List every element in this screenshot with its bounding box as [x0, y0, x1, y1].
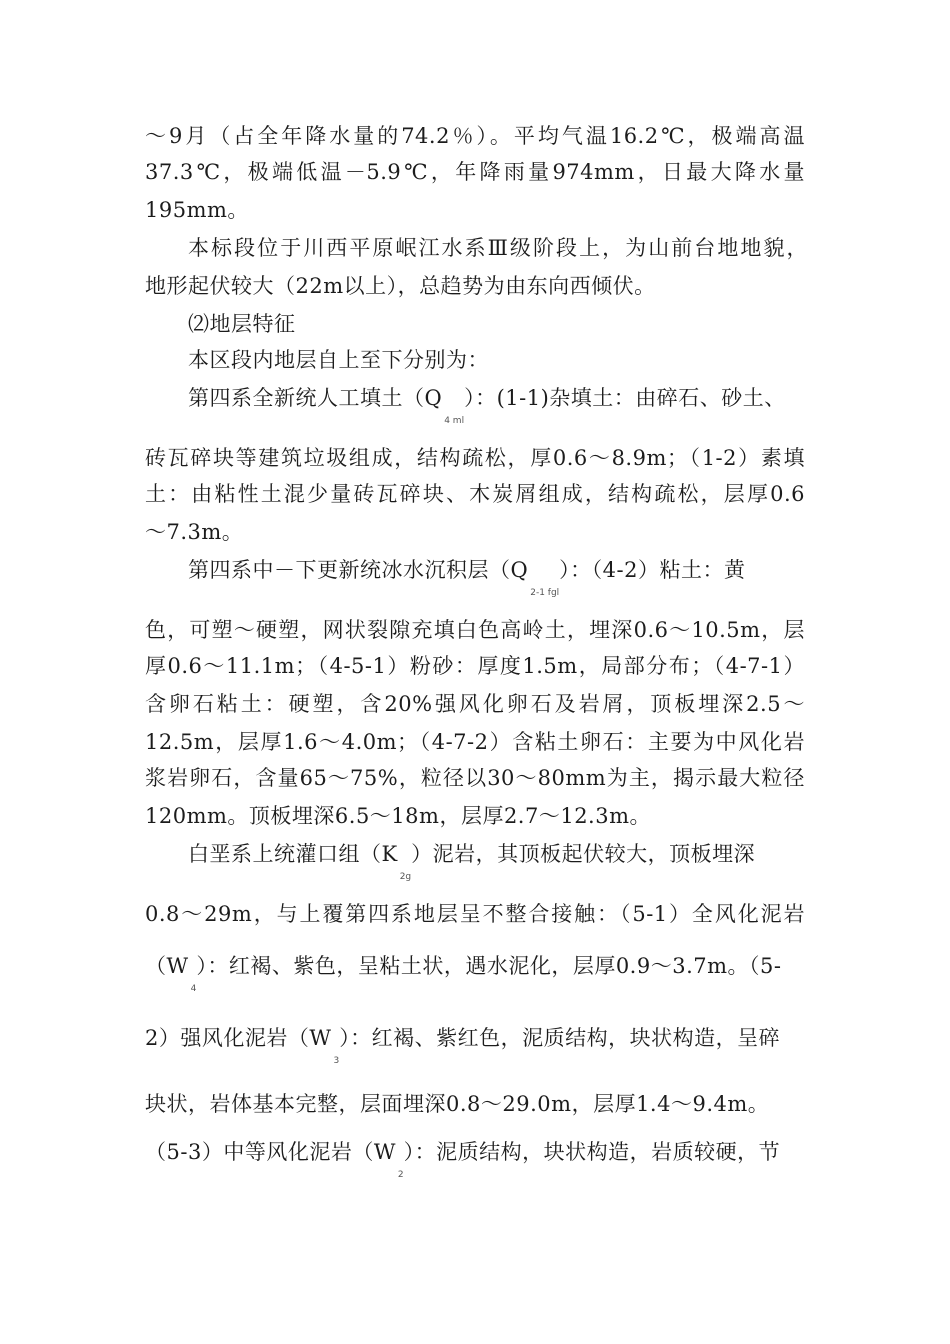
- line-text: ）：泥质结构，块状构造，岩质较硬，节: [403, 1140, 781, 1164]
- text-line: 12.5m，层厚1.6～4.0m；（4-7-2）含粘土卵石：主要为中风化岩: [145, 730, 805, 754]
- text-line: 本区段内地层自上至下分别为：: [188, 348, 489, 372]
- text-line-with-subscript: [145, 1138, 781, 1180]
- line-text: 第四系全新统人工填土（Q: [188, 386, 443, 410]
- text-line-with-subscript: [145, 952, 782, 994]
- line-text: （W: [145, 954, 189, 978]
- text-line: 土：由粘性土混少量砖瓦碎块、木炭屑组成，结构疏松，层厚0.6: [145, 482, 805, 506]
- section-heading: ⑵地层特征: [188, 312, 296, 336]
- text-line: 0.8～29m，与上覆第四系地层呈不整合接触：（5-1）全风化泥岩: [145, 902, 805, 926]
- subscript: 4 ml: [444, 416, 465, 426]
- text-line-with-subscript: [188, 384, 786, 426]
- text-line: ～9月（占全年降水量的74.2％）。平均气温16.2℃，极端高温: [145, 124, 805, 148]
- text-line: 块状，岩体基本完整，层面埋深0.8～29.0m，层厚1.4～9.4m。: [145, 1092, 770, 1116]
- subscript: 2g: [399, 872, 412, 882]
- line-text: ）：（4-2）粘土：黄: [559, 558, 746, 582]
- line-text: ）：红褐、紫红色，泥质结构，块状构造，呈碎: [339, 1026, 781, 1050]
- text-line: 含卵石粘土：硬塑，含20%强风化卵石及岩屑，顶板埋深2.5～: [145, 692, 805, 716]
- text-line: 色，可塑～硬塑，网状裂隙充填白色高岭土，埋深0.6～10.5m，层: [145, 618, 805, 642]
- subscript: 2-1 fgl: [530, 588, 560, 598]
- subscript: 4: [190, 984, 197, 994]
- text-line: ～7.3m。: [145, 520, 244, 544]
- subscript: 2: [397, 1170, 404, 1180]
- line-text: 白垩系上统灌口组（K: [188, 842, 398, 866]
- line-text: （5-3）中等风化泥岩（W: [145, 1140, 396, 1164]
- text-line: 地形起伏较大（22m以上），总趋势为由东向西倾伏。: [145, 274, 656, 298]
- text-line-with-subscript: [145, 1024, 781, 1066]
- text-line: 195mm。: [145, 198, 249, 222]
- subscript: 3: [333, 1056, 340, 1066]
- text-line: 厚0.6～11.1m；（4-5-1）粉砂：厚度1.5m，局部分布；（4-7-1）: [145, 654, 805, 678]
- text-line: 本标段位于川西平原岷江水系Ⅲ级阶段上，为山前台地地貌，: [188, 236, 808, 260]
- line-text: ）：红褐、紫色，呈粘土状，遇水泥化，层厚0.9～3.7m。（5-: [196, 954, 782, 978]
- line-text: ）：(1-1)杂填土：由碎石、砂土、: [464, 386, 786, 410]
- text-line: 砖瓦碎块等建筑垃圾组成，结构疏松，厚0.6～8.9m；（1-2）素填: [145, 446, 805, 470]
- line-text: 第四系中－下更新统冰水沉积层（Q: [188, 558, 529, 582]
- text-line-with-subscript: [188, 556, 746, 598]
- text-line: 37.3℃，极端低温－5.9℃，年降雨量974mm，日最大降水量: [145, 160, 805, 184]
- text-line: 浆岩卵石，含量65～75%，粒径以30～80mm为主，揭示最大粒径: [145, 766, 805, 790]
- line-text: ）泥岩，其顶板起伏较大，顶板埋深: [411, 842, 756, 866]
- text-line: 120mm。顶板埋深6.5～18m，层厚2.7～12.3m。: [145, 804, 652, 828]
- text-line-with-subscript: [188, 840, 756, 882]
- line-text: 2）强风化泥岩（W: [145, 1026, 332, 1050]
